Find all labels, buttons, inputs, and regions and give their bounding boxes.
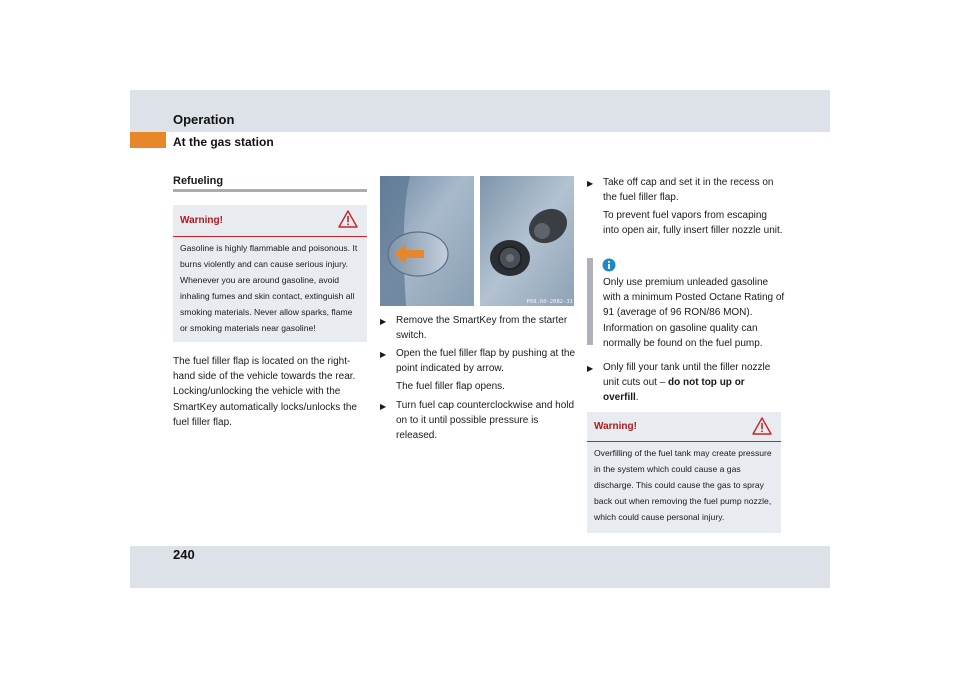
step-bullet-icon: ▶ — [380, 350, 387, 359]
warning-divider — [587, 441, 781, 442]
step-remove-smartkey — [380, 313, 576, 343]
step-text-prefix: Only fill your tank until the filler nozzle unit cuts out – — [603, 362, 771, 389]
fuel-flap-open-photo — [480, 176, 574, 306]
heading-rule — [173, 189, 367, 192]
fuel-flap-closed-photo — [380, 176, 474, 306]
figure-code: P68.60-2082-31 — [526, 299, 573, 305]
step-note: The fuel filler flap opens. — [396, 381, 505, 392]
step-text — [587, 360, 783, 406]
section-marker-tab — [130, 132, 166, 148]
section-title: Operation — [173, 112, 235, 127]
warning-divider — [173, 236, 367, 237]
warning-title: Warning! — [594, 421, 637, 432]
info-icon — [602, 258, 616, 272]
page-number: 240 — [173, 547, 195, 562]
step-turn-fuel-cap — [380, 398, 576, 444]
warning-title: Warning! — [180, 215, 223, 226]
step-bullet-icon: ▶ — [380, 402, 387, 411]
warning-triangle-icon — [338, 210, 358, 228]
header-band — [130, 90, 830, 132]
footer-band — [130, 546, 830, 588]
step-text-emphasis: do not top up or overfill — [603, 377, 745, 404]
subsection-title: At the gas station — [173, 135, 274, 149]
info-text: Only use premium unleaded gasoline with a minimum Posted Octane Rating of 91 (average of 96 RON/86 MON). Information on gasoline quality can normally be found on the fuel pump. — [603, 277, 785, 349]
refueling-intro-text: The fuel filler flap is located on the right-hand side of the vehicle towards the rear. Locking/unlocking the vehicle with the SmartKey automatically locks/unlocks the fuel filler flap. — [173, 356, 357, 428]
step-text-suffix: . — [635, 392, 639, 404]
step-text: Open the fuel filler flap by pushing at the point indicated by arrow. — [396, 348, 576, 375]
step-fill-tank — [587, 360, 783, 406]
step-bullet-icon: ▶ — [380, 317, 387, 326]
info-sidebar — [587, 258, 593, 345]
step-take-off-cap — [587, 175, 783, 205]
warning-text: Gasoline is highly flammable and poisonous. It burns violently and can cause serious injury. Whenever you are around gasoline, avoid inhaling fumes and skin contact, extinguish all smoking materials. Never allow sparks, flame or smoking materials near gasoline! — [180, 243, 358, 333]
step-text: Turn fuel cap counterclockwise and hold on to it until possible pressure is released. — [396, 400, 575, 442]
step-open-filler-flap — [380, 346, 576, 376]
refueling-heading: Refueling — [173, 175, 224, 187]
step-note: To prevent fuel vapors from escaping into open air, fully insert filler nozzle unit. — [603, 210, 783, 237]
step-text: Remove the SmartKey from the starter switch. — [396, 315, 568, 342]
step-bullet-icon: ▶ — [587, 364, 594, 373]
warning-triangle-icon — [752, 417, 772, 435]
step-bullet-icon: ▶ — [587, 179, 594, 188]
warning-text: Overfilling of the fuel tank may create pressure in the system which could cause a gas discharge. This could cause the gas to spray back out when removing the fuel pump nozzle, which could cause personal injury. — [594, 448, 772, 522]
step-text: Take off cap and set it in the recess on the fuel filler flap. — [603, 177, 774, 204]
